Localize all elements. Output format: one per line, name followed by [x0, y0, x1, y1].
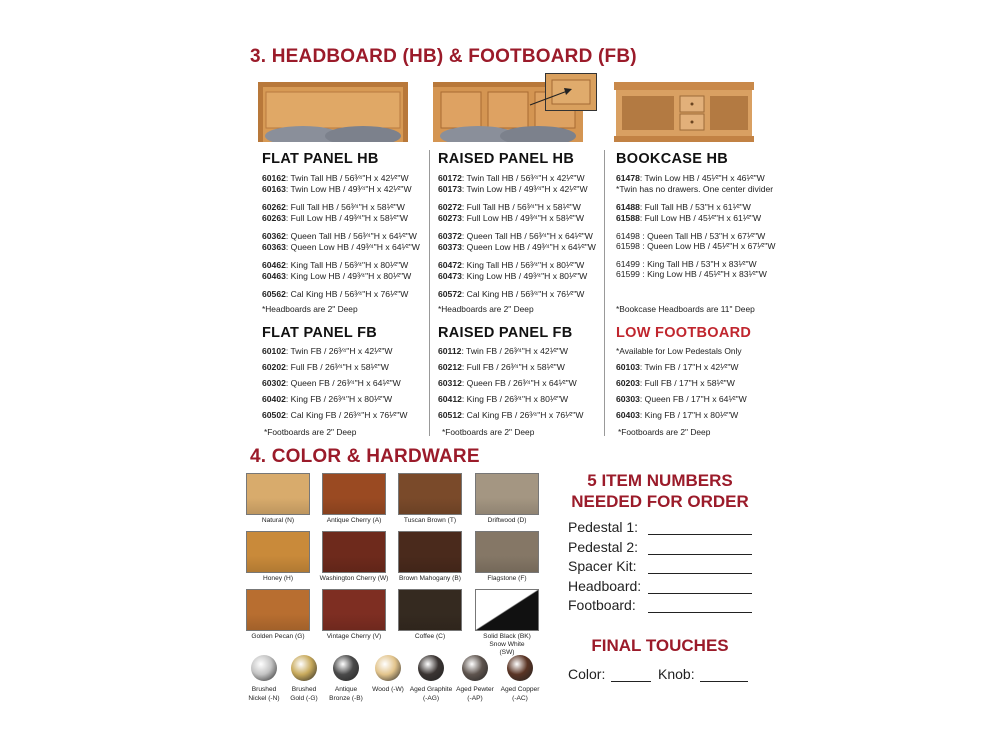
swatch-honey[interactable]: [247, 532, 309, 572]
list-item: 60363: Queen Low HB / 49³⁄⁴"H x 64¹⁄²"W: [262, 242, 420, 252]
swatch-label: Honey (H): [262, 575, 294, 582]
bookcase-headboard-photo: [614, 82, 754, 142]
list-item: 60212: Full FB / 26³⁄⁴"H x 58¹⁄²"W: [438, 362, 565, 372]
swatch-washington-cherry[interactable]: [323, 532, 385, 572]
raised-fb-depth-note: *Footboards are 2" Deep: [442, 427, 535, 437]
knob-label-text: Knob:: [658, 666, 695, 682]
list-item: 60173: Twin Low HB / 49³⁄⁴"H x 42¹⁄²"W: [438, 184, 588, 194]
list-item: 61588: Full Low HB / 45¹⁄²"H x 61¹⁄²"W: [616, 213, 762, 223]
bookcase-depth-note: *Bookcase Headboards are 11" Deep: [616, 304, 755, 314]
knob-label: Aged Pewter (-AP): [456, 686, 494, 702]
swatch-label: Solid Black (BK) Snow White (SW): [483, 633, 531, 656]
color-field[interactable]: [611, 681, 651, 682]
color-label: Color:: [568, 666, 606, 682]
swatch-coffee[interactable]: [399, 590, 461, 630]
swatch-label: Washington Cherry (W): [319, 575, 389, 582]
swatch-label: Brown Mahogany (B): [399, 575, 461, 582]
footboard-label: Footboard:: [568, 597, 636, 613]
raised-panel-hb-heading: RAISED PANEL HB: [438, 151, 575, 167]
swatch-label: Coffee (C): [414, 633, 446, 640]
knob-label: Antique Bronze (-B): [329, 686, 363, 702]
swatch-brown-mahogany[interactable]: [399, 532, 461, 572]
list-item: 60412: King FB / 26³⁄⁴"H x 80¹⁄²"W: [438, 394, 569, 404]
spacer-kit-field[interactable]: [648, 573, 752, 574]
list-item: 61488: Full Tall HB / 53"H x 61¹⁄²"W: [616, 202, 751, 212]
column-divider-1: [429, 150, 430, 436]
spacer-kit-label: Spacer Kit:: [568, 558, 637, 574]
list-item: 61498 : Queen Tall HB / 53"H x 67¹⁄²"W: [616, 231, 766, 241]
list-item: *Twin has no drawers. One center divider: [616, 184, 774, 194]
list-item: 60263: Full Low HB / 49³⁄⁴"H x 58¹⁄²"W: [262, 213, 408, 223]
list-item: 60473: King Low HB / 49³⁄⁴"H x 80¹⁄²"W: [438, 271, 588, 281]
list-item: 60572: Cal King HB / 56³⁄⁴"H x 76¹⁄²"W: [438, 289, 585, 299]
section-4-title: 4. COLOR & HARDWARE: [250, 446, 480, 467]
list-item: 60562: Cal King HB / 56³⁄⁴"H x 76¹⁄²"W: [262, 289, 409, 299]
knob-antique-bronze[interactable]: [333, 655, 359, 681]
low-footboard-heading: LOW FOOTBOARD: [616, 325, 752, 341]
swatch-label: Driftwood (D): [487, 517, 527, 524]
knob-brushed-gold[interactable]: [291, 655, 317, 681]
pedestal-1-field[interactable]: [648, 534, 752, 535]
list-item: 60262: Full Tall HB / 56³⁄⁴"H x 58¹⁄²"W: [262, 202, 405, 212]
list-item: 61599 : King Low HB / 45¹⁄²"H x 83¹⁄²"W: [616, 269, 767, 279]
low-fb-depth-note: *Footboards are 2" Deep: [618, 427, 711, 437]
swatch-label: Natural (N): [261, 517, 295, 524]
headboard-label: Headboard:: [568, 578, 642, 594]
list-item: 60512: Cal King FB / 26³⁄⁴"H x 76¹⁄²"W: [438, 410, 584, 420]
swatch-natural[interactable]: [247, 474, 309, 514]
footboard-field[interactable]: [648, 612, 752, 613]
flat-panel-fb-heading: FLAT PANEL FB: [262, 325, 378, 341]
swatch-black-white[interactable]: [476, 590, 538, 630]
knob-aged-pewter[interactable]: [462, 655, 488, 681]
list-item: 60362: Queen Tall HB / 56³⁄⁴"H x 64¹⁄²"W: [262, 231, 417, 241]
final-touches-title: FINAL TOUCHES: [591, 636, 729, 655]
flat-fb-depth-note: *Footboards are 2" Deep: [264, 427, 357, 437]
low-footboard-availability-note: *Available for Low Pedestals Only: [616, 346, 742, 356]
knob-aged-copper[interactable]: [507, 655, 533, 681]
list-item: 60202: Full FB / 26³⁄⁴"H x 58¹⁄²"W: [262, 362, 389, 372]
swatch-tuscan-brown[interactable]: [399, 474, 461, 514]
swatch-driftwood[interactable]: [476, 474, 538, 514]
column-divider-2: [604, 150, 605, 436]
list-item: 60302: Queen FB / 26³⁄⁴"H x 64¹⁄²"W: [262, 378, 401, 388]
list-item: 60112: Twin FB / 26³⁄⁴"H x 42¹⁄²"W: [438, 346, 569, 356]
flat-hb-depth-note: *Headboards are 2" Deep: [262, 304, 358, 314]
pedestal-1-label: Pedestal 1:: [568, 519, 639, 535]
list-item: 60102: Twin FB / 26³⁄⁴"H x 42¹⁄²"W: [262, 346, 393, 356]
swatch-label: Tuscan Brown (T): [403, 517, 457, 524]
flat-panel-hb-heading: FLAT PANEL HB: [262, 151, 379, 167]
knob-label: Aged Graphite (-AG): [409, 686, 453, 702]
list-item: 60203: Full FB / 17"H x 58¹⁄²"W: [616, 378, 735, 388]
pedestal-2-field[interactable]: [648, 554, 752, 555]
knob-label: Brushed Gold (-G): [290, 686, 318, 702]
swatch-label: Golden Pecan (G): [251, 633, 305, 640]
order-title: 5 ITEM NUMBERS NEEDED FOR ORDER: [571, 471, 749, 511]
list-item: 61478: Twin Low HB / 45¹⁄²"H x 46¹⁄²"W: [616, 173, 765, 183]
list-item: 60463: King Low HB / 49³⁄⁴"H x 80¹⁄²"W: [262, 271, 412, 281]
list-item: 60402: King FB / 26³⁄⁴"H x 80¹⁄²"W: [262, 394, 393, 404]
swatch-vintage-cherry[interactable]: [323, 590, 385, 630]
list-item: 61499 : King Tall HB / 53"H x 83¹⁄²"W: [616, 259, 757, 269]
list-item: 60472: King Tall HB / 56³⁄⁴"H x 80¹⁄²"W: [438, 260, 585, 270]
pedestal-2-label: Pedestal 2:: [568, 539, 639, 555]
list-item: 60163: Twin Low HB / 49³⁄⁴"H x 42¹⁄²"W: [262, 184, 412, 194]
swatch-label: Flagstone (F): [487, 575, 527, 582]
list-item: 60312: Queen FB / 26³⁄⁴"H x 64¹⁄²"W: [438, 378, 577, 388]
list-item: 60273: Full Low HB / 49³⁄⁴"H x 58¹⁄²"W: [438, 213, 584, 223]
swatch-flagstone[interactable]: [476, 532, 538, 572]
bookcase-hb-heading: BOOKCASE HB: [616, 151, 729, 167]
list-item: 60162: Twin Tall HB / 56³⁄⁴"H x 42¹⁄²"W: [262, 173, 409, 183]
raised-panel-fb-heading: RAISED PANEL FB: [438, 325, 573, 341]
flat-panel-headboard-photo: [258, 82, 408, 142]
raised-panel-detail-inset: [545, 73, 597, 111]
knob-label: Brushed Nickel (-N): [248, 686, 280, 702]
list-item: 60502: Cal King FB / 26³⁄⁴"H x 76¹⁄²"W: [262, 410, 408, 420]
list-item: 60172: Twin Tall HB / 56³⁄⁴"H x 42¹⁄²"W: [438, 173, 585, 183]
swatch-golden-pecan[interactable]: [247, 590, 309, 630]
raised-hb-depth-note: *Headboards are 2" Deep: [438, 304, 534, 314]
swatch-label: Antique Cherry (A): [326, 517, 382, 524]
list-item: 60303: Queen FB / 17"H x 64¹⁄²"W: [616, 394, 747, 404]
swatch-antique-cherry[interactable]: [323, 474, 385, 514]
list-item: 60373: Queen Low HB / 49³⁄⁴"H x 64¹⁄²"W: [438, 242, 596, 252]
headboard-field[interactable]: [648, 593, 752, 594]
knob-aged-graphite[interactable]: [418, 655, 444, 681]
knob-brushed-nickel[interactable]: [251, 655, 277, 681]
swatch-label: Vintage Cherry (V): [326, 633, 382, 640]
list-item: 60403: King FB / 17"H x 80¹⁄²"W: [616, 410, 739, 420]
knob-wood[interactable]: [375, 655, 401, 681]
list-item: 60103: Twin FB / 17"H x 42¹⁄²"W: [616, 362, 739, 372]
list-item: 60372: Queen Tall HB / 56³⁄⁴"H x 64¹⁄²"W: [438, 231, 593, 241]
list-item: 60462: King Tall HB / 56³⁄⁴"H x 80¹⁄²"W: [262, 260, 409, 270]
list-item: 60272: Full Tall HB / 56³⁄⁴"H x 58¹⁄²"W: [438, 202, 581, 212]
knob-label: Aged Copper (-AC): [500, 686, 540, 702]
knob-label: Wood (-W): [372, 686, 404, 693]
list-item: 61598 : Queen Low HB / 45¹⁄²"H x 67¹⁄²"W: [616, 241, 776, 251]
knob-field[interactable]: [700, 681, 748, 682]
section-3-title: 3. HEADBOARD (HB) & FOOTBOARD (FB): [250, 46, 637, 67]
